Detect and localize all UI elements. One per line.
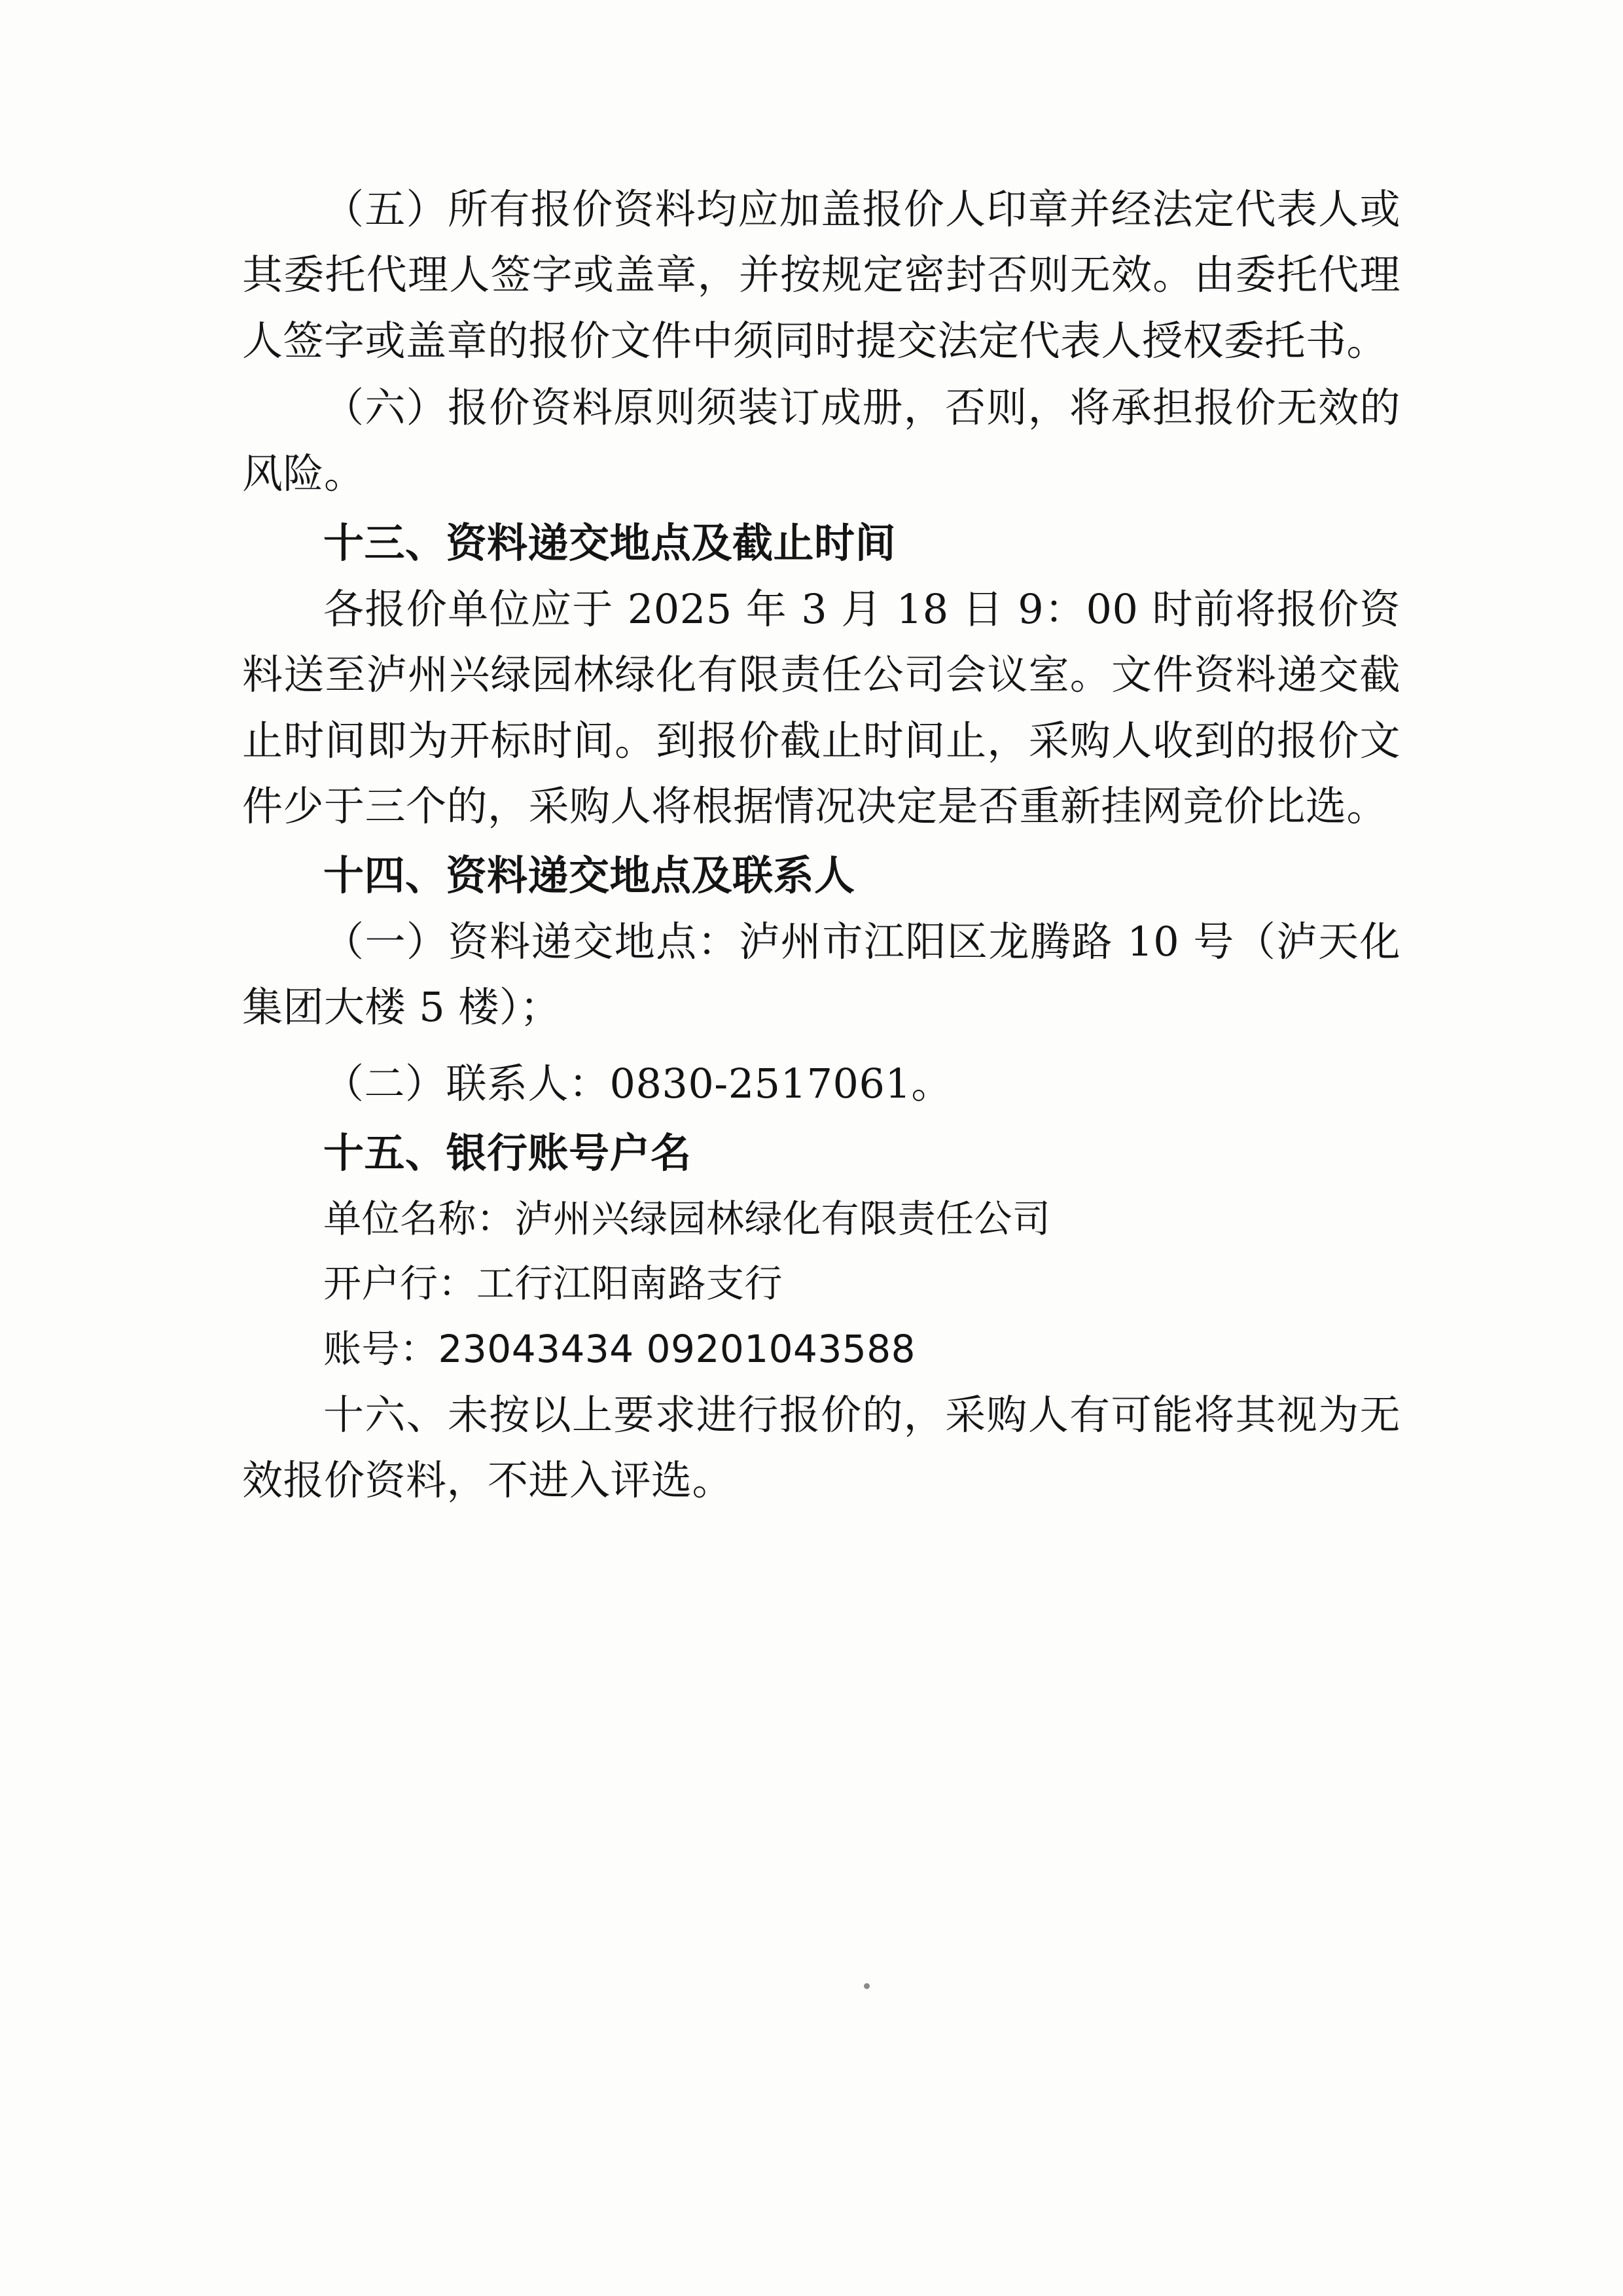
section-heading-13: 十三、资料递交地点及截止时间 <box>323 519 897 567</box>
bank-company-name: 单位名称：泸州兴绿园林绿化有限责任公司 <box>323 1196 1051 1241</box>
section-14-item-2: （二）联系人：0830-2517061。 <box>323 1059 952 1107</box>
page-mark-dot <box>864 1983 870 1989</box>
document-body <box>242 177 1400 1515</box>
section-heading-14: 十四、资料递交地点及联系人 <box>323 852 855 900</box>
section-14-item-1: （一）资料递交地点：泸州市江阳区龙腾路 10 号（泸天化集团大楼 5 楼）； <box>242 917 1400 1031</box>
paragraph-item-six: （六）报价资料原则须装订成册，否则，将承担报价无效的风险。 <box>242 384 1400 497</box>
section-body-13: 各报价单位应于 2025 年 3 月 18 日 9：00 时前将报价资料送至泸州兴绿园林绿化有限责任公司会议室。文件资料递交截止时间即为开标时间。到报价截止时间止，采购人收到的报价文件少于三个的，采购人将根据情况决定是否重新挂网竞价比选。 <box>242 584 1400 830</box>
bank-account-number: 账号：23043434 09201043588 <box>323 1327 916 1372</box>
section-heading-15: 十五、银行账号户名 <box>323 1129 692 1177</box>
paragraph-item-five: （五）所有报价资料均应加盖报价人印章并经法定代表人或其委托代理人签字或盖章，并按规定密封否则无效。由委托代理人签字或盖章的报价文件中须同时提交法定代表人授权委托书。 <box>242 185 1400 365</box>
spacer <box>242 1042 1400 1051</box>
section-16-text: 十六、未按以上要求进行报价的，采购人有可能将其视为无效报价资料，不进入评选。 <box>242 1390 1400 1505</box>
bank-branch: 开户行：工行江阳南路支行 <box>323 1261 783 1306</box>
